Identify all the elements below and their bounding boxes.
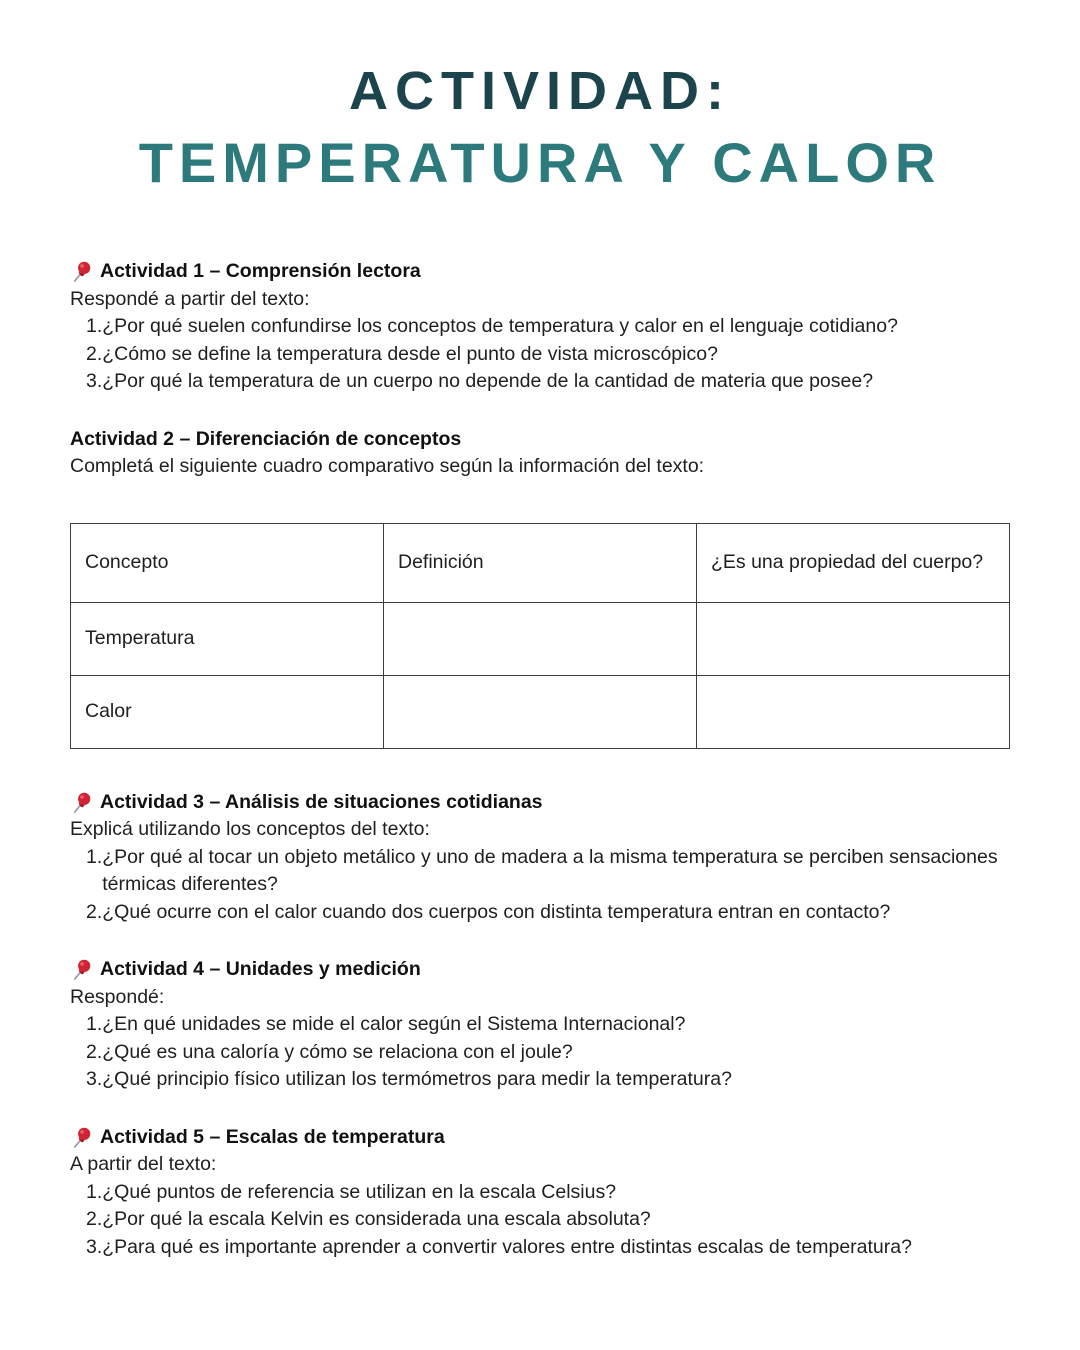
section-intro: A partir del texto: [70, 1153, 217, 1175]
section-heading: Actividad 3 – Análisis de situaciones cotidianas [100, 790, 543, 813]
question-text: ¿Para qué es importante aprender a convertir valores entre distintas escalas de temperatura? [102, 1235, 912, 1258]
question-number: 1. [86, 315, 103, 337]
question-text: ¿Qué es una caloría y cómo se relaciona con el joule? [102, 1040, 573, 1063]
table-header-row [71, 523, 1010, 602]
question-number: 3. [86, 370, 103, 392]
question-number: 3. [86, 1068, 103, 1090]
table-cell-empty [384, 602, 697, 675]
table-cell: Temperatura [71, 602, 384, 675]
section-intro: Explicá utilizando los conceptos del texto: [70, 818, 430, 840]
section-intro: Completá el siguiente cuadro comparativo según la información del texto: [70, 455, 705, 477]
question-item [70, 368, 1010, 396]
question-text: ¿Por qué suelen confundirse los conceptos de temperatura y calor en el lenguaje cotidiano? [102, 315, 898, 337]
question-text: ¿Por qué al tocar un objeto metálico y uno de madera a la misma temperatura se perciben sensaciones térmicas diferentes? [102, 845, 998, 895]
section-heading: Actividad 2 – Diferenciación de conceptos [70, 427, 462, 450]
section-intro: Respondé: [70, 985, 165, 1008]
section-actividad-2 [70, 426, 1010, 749]
question-list [70, 1179, 1010, 1262]
table-header-cell: Definición [384, 523, 697, 602]
question-number: 2. [86, 1040, 103, 1063]
section-actividad-3 [70, 789, 1010, 927]
question-number: 2. [86, 1208, 103, 1230]
question-item [70, 1234, 1010, 1262]
table-header-cell: Concepto [71, 523, 384, 602]
section-actividad-1 [70, 258, 1010, 396]
table-header-cell: ¿Es una propiedad del cuerpo? [697, 523, 1010, 602]
table-cell-empty [697, 675, 1010, 748]
question-item [70, 1011, 1010, 1039]
question-number: 3. [86, 1235, 103, 1258]
section-actividad-5 [70, 1124, 1010, 1262]
page-title-line1: ACTIVIDAD: [349, 61, 731, 121]
question-item [70, 899, 1010, 927]
question-number: 2. [86, 900, 103, 923]
question-text: ¿Por qué la escala Kelvin es considerada una escala absoluta? [102, 1208, 651, 1230]
comparison-table [70, 523, 1010, 749]
question-item [70, 844, 1010, 899]
pushpin-icon [70, 958, 93, 981]
question-item [70, 1039, 1010, 1067]
table-cell-empty [697, 602, 1010, 675]
page-title [0, 0, 1080, 198]
question-text: ¿Qué ocurre con el calor cuando dos cuerpos con distinta temperatura entran en contacto? [102, 900, 891, 923]
question-text: ¿En qué unidades se mide el calor según el Sistema Internacional? [102, 1013, 686, 1035]
pushpin-icon [70, 791, 93, 814]
section-heading-row [70, 1124, 1010, 1152]
section-heading-row [70, 426, 1010, 454]
section-heading-row [70, 789, 1010, 817]
question-number: 1. [86, 1013, 103, 1035]
section-heading-row [70, 258, 1010, 286]
question-text: ¿Qué principio físico utilizan los termómetros para medir la temperatura? [102, 1068, 732, 1090]
question-text: ¿Por qué la temperatura de un cuerpo no depende de la cantidad de materia que posee? [102, 370, 874, 392]
pushpin-icon [70, 1126, 93, 1149]
section-heading: Actividad 1 – Comprensión lectora [100, 260, 421, 282]
question-list [70, 844, 1010, 927]
table-cell: Calor [71, 675, 384, 748]
question-item [70, 1206, 1010, 1234]
section-intro: Respondé a partir del texto: [70, 287, 310, 310]
question-text: ¿Qué puntos de referencia se utilizan en la escala Celsius? [102, 1180, 617, 1203]
question-list [70, 313, 1010, 396]
question-number: 1. [86, 845, 103, 868]
section-actividad-4 [70, 956, 1010, 1094]
table-row [71, 602, 1010, 675]
table-cell-empty [384, 675, 697, 748]
section-heading-row [70, 956, 1010, 984]
question-number: 1. [86, 1180, 103, 1203]
question-item [70, 341, 1010, 369]
section-heading: Actividad 5 – Escalas de temperatura [100, 1125, 445, 1148]
pushpin-icon [70, 260, 93, 283]
section-heading: Actividad 4 – Unidades y medición [100, 958, 421, 980]
question-item [70, 313, 1010, 341]
question-list [70, 1011, 1010, 1094]
question-number: 2. [86, 342, 103, 365]
question-item [70, 1179, 1010, 1207]
table-row [71, 675, 1010, 748]
page-title-line2: TEMPERATURA Y CALOR [138, 131, 942, 194]
question-text: ¿Cómo se define la temperatura desde el punto de vista microscópico? [102, 342, 718, 365]
question-item [70, 1066, 1010, 1094]
